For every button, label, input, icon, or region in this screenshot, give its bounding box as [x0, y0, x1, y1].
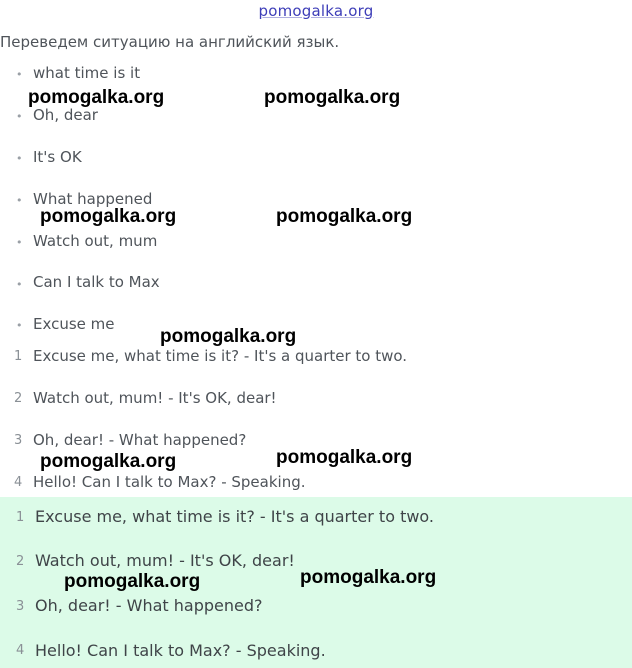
phrase-item: Oh, dear	[33, 106, 98, 124]
phrase-item: Can I talk to Max	[33, 273, 160, 291]
answer-line: Excuse me, what time is it? - It's a quarter to two.	[35, 507, 435, 526]
phrase-item: what time is it	[33, 64, 141, 82]
answer-line: Watch out, mum! - It's OK, dear!	[35, 551, 295, 570]
watermark: pomogalka.org	[40, 206, 177, 227]
phrase-item: Watch out, mum	[33, 232, 158, 250]
bullet-dot-icon: •	[16, 278, 23, 291]
answer-number: 3	[16, 599, 25, 614]
answer-number: 4	[16, 643, 25, 658]
watermark: pomogalka.org	[28, 87, 165, 108]
bullet-dot-icon: •	[16, 152, 23, 165]
dialogue-line: Watch out, mum! - It's OK, dear!	[33, 389, 277, 407]
dialogue-line: Oh, dear! - What happened?	[33, 431, 247, 449]
bullet-dot-icon: •	[16, 236, 23, 249]
watermark: pomogalka.org	[160, 326, 297, 347]
watermark: pomogalka.org	[264, 87, 401, 108]
answer-line: Hello! Can I talk to Max? - Speaking.	[35, 641, 326, 660]
watermark: pomogalka.org	[276, 206, 413, 227]
dialogue-line: Excuse me, what time is it? - It's a quarter to two.	[33, 347, 408, 365]
list-number: 2	[14, 391, 23, 406]
dialogue-line: Hello! Can I talk to Max? - Speaking.	[33, 473, 306, 491]
answer-number: 2	[16, 554, 25, 569]
bullet-dot-icon: •	[16, 68, 23, 81]
list-number: 3	[14, 433, 23, 448]
answer-line: Oh, dear! - What happened?	[35, 596, 263, 615]
watermark: pomogalka.org	[276, 447, 413, 468]
site-header-logo[interactable]: pomogalka.org	[258, 2, 374, 20]
phrase-item: What happened	[33, 190, 153, 208]
phrase-item: It's OK	[33, 148, 82, 166]
phrase-item: Excuse me	[33, 315, 115, 333]
list-number: 1	[14, 349, 23, 364]
watermark: pomogalka.org	[64, 571, 201, 592]
intro-text: Переведем ситуацию на английский язык.	[0, 33, 340, 51]
watermark: pomogalka.org	[40, 451, 177, 472]
bullet-dot-icon: •	[16, 110, 23, 123]
answer-number: 1	[16, 510, 25, 525]
bullet-dot-icon: •	[16, 194, 23, 207]
watermark: pomogalka.org	[300, 567, 437, 588]
list-number: 4	[14, 475, 23, 490]
bullet-dot-icon: •	[16, 319, 23, 332]
